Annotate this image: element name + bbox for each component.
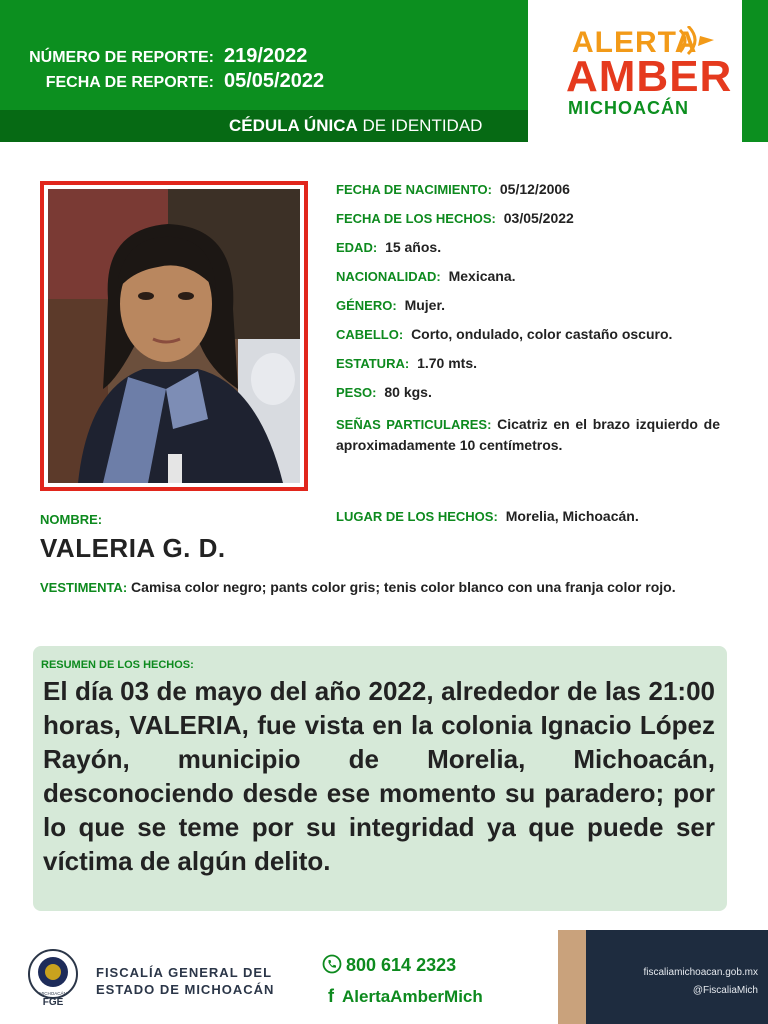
alerta-amber-logo xyxy=(560,22,733,122)
person-photo xyxy=(48,189,300,483)
marks: Cicatriz en el brazo izquierdo de aproximadamente 10 centímetros. xyxy=(336,416,720,453)
height-row xyxy=(336,355,477,371)
phone-row[interactable] xyxy=(322,954,456,976)
seal-text: FGE xyxy=(42,997,64,1006)
agency-name xyxy=(96,964,274,998)
place: Morelia, Michoacán. xyxy=(505,508,639,524)
hair: Corto, ondulado, color castaño oscuro. xyxy=(411,326,673,342)
clothing-label: VESTIMENTA: xyxy=(40,580,128,595)
fge-seal-icon xyxy=(24,948,82,1006)
marks-row xyxy=(336,414,720,456)
event-date-label: FECHA DE LOS HECHOS: xyxy=(336,211,496,226)
nationality-label: NACIONALIDAD: xyxy=(336,269,441,284)
web-links xyxy=(602,964,758,1000)
logo-alerta: ALERTA xyxy=(572,26,698,59)
clothing: Camisa color negro; pants color gris; tenis color blanco con una franja color rojo. xyxy=(131,579,676,595)
gender: Mujer. xyxy=(404,297,446,313)
facebook-row[interactable] xyxy=(328,986,483,1007)
place-label: LUGAR DE LOS HECHOS: xyxy=(336,509,498,524)
hair-label: CABELLO: xyxy=(336,327,404,342)
place-row xyxy=(336,508,639,524)
header xyxy=(0,0,768,142)
weight-row xyxy=(336,384,432,400)
age-row xyxy=(336,239,441,255)
height-label: ESTATURA: xyxy=(336,356,410,371)
clothing-row xyxy=(40,577,720,598)
report-number-line xyxy=(14,45,307,68)
logo-michoacan: MICHOACÁN xyxy=(568,98,689,118)
age: 15 años. xyxy=(385,239,442,255)
summary-label: RESUMEN DE LOS HECHOS: xyxy=(41,659,194,671)
footer-tan-strip xyxy=(558,930,586,1024)
photo-frame xyxy=(40,181,308,491)
person-photo-illustration xyxy=(48,189,300,483)
cedula-rest: DE IDENTIDAD xyxy=(362,116,483,135)
person-name: VALERIA G. D. xyxy=(40,533,226,563)
birth-date-row xyxy=(336,181,570,197)
weight: 80 kgs. xyxy=(384,384,432,400)
summary-box xyxy=(33,646,727,911)
phone-icon xyxy=(322,954,342,974)
summary-text: El día 03 de mayo del año 2022, alrededor de las 21:00 horas, VALERIA, fue vista en la colonia Ignacio López Rayón, municipio de Morelia, Michoacán, desconociendo desde ese momento su paradero; por lo que se teme por su integridad ya que puede ser víctima de algún delito. xyxy=(43,676,715,876)
agency-line-2: ESTADO DE MICHOACÁN xyxy=(96,982,275,997)
birth-date-label: FECHA DE NACIMIENTO: xyxy=(336,182,492,197)
cedula-title xyxy=(229,116,482,136)
website-link[interactable]: fiscaliamichoacan.gob.mx xyxy=(643,967,758,978)
nationality-row xyxy=(336,268,516,284)
logo-amber: AMBER xyxy=(566,52,733,101)
weight-label: PESO: xyxy=(336,385,377,400)
height: 1.70 mts. xyxy=(417,355,478,371)
phone-number: 800 614 2323 xyxy=(346,955,457,975)
agency-line-1: FISCALÍA GENERAL DEL xyxy=(96,965,273,980)
birth-date: 05/12/2006 xyxy=(499,181,570,197)
seal-small-text: MICHOACÁN xyxy=(39,991,67,996)
age-label: EDAD: xyxy=(336,240,378,255)
event-date: 03/05/2022 xyxy=(503,210,574,226)
report-date-line xyxy=(14,70,324,93)
report-date: 05/05/2022 xyxy=(224,70,325,92)
nationality: Mexicana. xyxy=(448,268,516,284)
facebook-handle: AlertaAmberMich xyxy=(342,987,483,1006)
report-date-label: FECHA DE REPORTE: xyxy=(45,74,214,91)
cedula-bold: CÉDULA ÚNICA xyxy=(229,116,358,135)
facebook-icon: f xyxy=(328,986,334,1006)
report-number-label: NÚMERO DE REPORTE: xyxy=(29,49,214,66)
gender-row xyxy=(336,297,445,313)
hair-row xyxy=(336,326,672,342)
footer xyxy=(0,930,768,1024)
twitter-handle[interactable]: @FiscaliaMich xyxy=(692,985,758,996)
name-label: NOMBRE: xyxy=(40,512,103,527)
event-date-row xyxy=(336,210,574,226)
marks-label: SEÑAS PARTICULARES: xyxy=(336,417,492,432)
report-number: 219/2022 xyxy=(224,45,308,67)
gender-label: GÉNERO: xyxy=(336,298,397,313)
header-right-strip xyxy=(742,0,768,142)
